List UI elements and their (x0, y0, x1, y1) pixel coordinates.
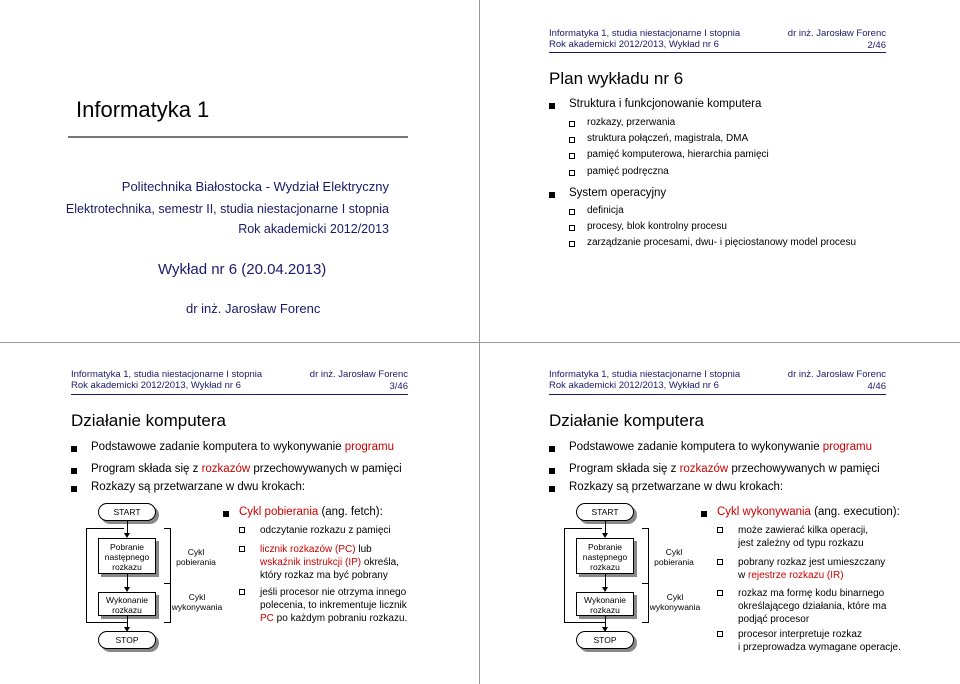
cycle-point-line (260, 524, 391, 537)
bullet-hollow-square (569, 170, 575, 176)
flow-box-text: następnego (104, 552, 150, 562)
flow-box-text: Wykonanie (106, 595, 148, 605)
slide-1-program: Elektrotechnika, semestr II, studia niestacjonarne I stopnia (65, 202, 389, 216)
flow-loop-line (564, 528, 565, 623)
slide-4-header (549, 369, 886, 395)
bullet-hollow-square (569, 137, 575, 143)
point-text: rozkaz ma formę kodu binarnego (738, 588, 885, 599)
flow-box-text: rozkazu (112, 605, 142, 615)
flow-loop-line (86, 528, 87, 623)
slide-1-year: Rok akademicki 2012/2013 (238, 222, 389, 236)
point-text: jest zależny od typu rozkazu (738, 538, 864, 549)
slide-3-title: Działanie komputera (71, 411, 226, 430)
bullet-square (223, 511, 229, 517)
cycle-suffix: (ang. fetch): (318, 506, 383, 518)
flow-bracket-line (164, 528, 171, 529)
cycle-point-line (260, 543, 372, 556)
flow-fetch-label (172, 547, 220, 567)
point-text: podjąć procesor (738, 614, 810, 625)
flow-bracket-line (642, 622, 649, 623)
bullet-hollow-square (717, 527, 723, 533)
flow-box-text: rozkazu (590, 562, 620, 572)
bullet-text: Program składa się z (569, 463, 680, 475)
header-year: Rok akademicki 2012/2013, Wykład nr 6 (71, 380, 241, 391)
bullet-hollow-square (239, 589, 245, 595)
flow-execute-box (576, 592, 634, 616)
flow-execute-label (169, 592, 225, 612)
bullet-hollow-square (717, 559, 723, 565)
flow-box-text: rozkazu (590, 605, 620, 615)
point-text: polecenia, to inkrementuje licznik (260, 600, 407, 611)
bullet-square (71, 446, 77, 452)
highlight-text: licznik rozkazów (PC) (260, 544, 356, 555)
bullet-hollow-square (569, 225, 575, 231)
cycle-point-line (738, 524, 868, 537)
page-number: 4/46 (867, 381, 886, 392)
flow-box-text: następnego (582, 552, 628, 562)
slide-1-university: Politechnika Białostocka - Wydział Elektryczny (121, 179, 389, 194)
cycle-heading (717, 506, 900, 518)
plan-subitem: pamięć komputerowa, hierarchia pamięci (587, 149, 769, 160)
flow-start: START (576, 503, 634, 521)
flow-bracket-line (164, 583, 171, 584)
highlight-text: wskaźnik instrukcji (IP) (260, 557, 362, 568)
point-text: który rozkaz ma być pobrany (260, 570, 388, 581)
bullet-hollow-square (239, 546, 245, 552)
header-author: dr inż. Jarosław Forenc (309, 369, 408, 380)
header-rule (549, 52, 886, 53)
bullet-square (549, 446, 555, 452)
point-text: po każdym pobraniu rozkazu. (273, 613, 408, 624)
cycle-heading (239, 506, 383, 518)
page-divider-horizontal (0, 342, 960, 343)
slide-4-title: Działanie komputera (549, 411, 704, 430)
flow-label-text: pobierania (654, 557, 694, 567)
point-text: lub (355, 544, 372, 555)
flow-arrow-line (127, 574, 128, 588)
plan-item: System operacyjny (569, 187, 667, 199)
bullet-highlight: rozkazów (679, 463, 729, 475)
bullet-hollow-square (569, 121, 575, 127)
flow-stop: STOP (98, 631, 156, 649)
bullet-program (91, 441, 394, 453)
bullet-text: przechowywanych w pamięci (250, 463, 402, 475)
header-year: Rok akademicki 2012/2013, Wykład nr 6 (549, 380, 719, 391)
flow-loop-line (86, 528, 124, 529)
bullet-square (549, 468, 555, 474)
slide-1-author: dr inż. Jarosław Forenc (186, 301, 321, 316)
bullet-square (549, 486, 555, 492)
point-text: określa, (361, 557, 399, 568)
header-rule (71, 394, 408, 395)
flow-label-text: Cykl (188, 592, 206, 602)
bullet-square (71, 486, 77, 492)
bullet-square (701, 511, 707, 517)
plan-subitem: definicja (587, 205, 624, 216)
header-course: Informatyka 1, studia niestacjonarne I stopnia (549, 369, 741, 380)
slide-2-title: Plan wykładu nr 6 (549, 69, 684, 88)
cycle-point-line (260, 599, 407, 612)
cycle-point-line (738, 587, 884, 600)
bullet-hollow-square (717, 631, 723, 637)
bullet-hollow-square (717, 590, 723, 596)
flow-start: START (98, 503, 156, 521)
cycle-point-line (260, 556, 399, 569)
flow-bracket-line (642, 528, 649, 529)
header-author: dr inż. Jarosław Forenc (787, 28, 886, 39)
bullet-square (71, 468, 77, 474)
bullet-highlight: rozkazów (201, 463, 251, 475)
point-text: określającego działania, które ma (738, 601, 887, 612)
page-number: 2/46 (867, 40, 886, 51)
bullet-program (569, 441, 872, 453)
point-text: może zawierać kilka operacji, (738, 525, 869, 536)
point-text: procesor interpretuje rozkaz (738, 629, 862, 640)
plan-subitem: struktura połączeń, magistrala, DMA (587, 133, 749, 144)
cycle-point-line (260, 569, 388, 582)
point-text: pobrany rozkaz jest umieszczany (738, 557, 886, 568)
cycle-point-line (738, 613, 809, 626)
point-text: i przeprowadza wymagane operacje. (738, 642, 901, 653)
flow-fetch-box (98, 538, 156, 574)
page-number: 3/46 (389, 381, 408, 392)
bullet-two-steps: Rozkazy są przetwarzane w dwu krokach: (569, 481, 784, 493)
cycle-point-line (738, 556, 885, 569)
bullet-square (549, 192, 555, 198)
flow-box-text: Wykonanie (584, 595, 626, 605)
bullet-instructions (569, 463, 880, 475)
flow-bracket-line (164, 622, 171, 623)
highlight-text: rejestrze rozkazu (IR) (748, 570, 844, 581)
cycle-name: Cykl wykonywania (717, 506, 811, 518)
page-divider-vertical (479, 0, 480, 684)
plan-subitem: rozkazy, przerwania (587, 117, 676, 128)
point-text: w (738, 570, 748, 581)
flow-arrow-line (605, 521, 606, 533)
flow-loop-line (564, 622, 605, 623)
flow-fetch-label (650, 547, 698, 567)
flow-loop-line (564, 528, 602, 529)
bullet-hollow-square (239, 527, 245, 533)
flow-label-text: wykonywania (171, 602, 223, 612)
cycle-point-line (738, 641, 901, 654)
bullet-text: Podstawowe zadanie komputera to wykonywanie (569, 441, 823, 453)
point-text: odczytanie rozkazu z pamięci (260, 525, 391, 536)
bullet-text: Program składa się z (91, 463, 202, 475)
slide-1-title-rule (68, 136, 408, 138)
bullet-square (549, 103, 555, 109)
bullet-two-steps: Rozkazy są przetwarzane w dwu krokach: (91, 481, 306, 493)
cycle-suffix: (ang. execution): (810, 506, 900, 518)
plan-item: Struktura i funkcjonowanie komputera (569, 98, 762, 110)
cycle-point-line (260, 612, 407, 625)
plan-subitem: procesy, blok kontrolny procesu (587, 221, 727, 232)
bullet-instructions (91, 463, 402, 475)
cycle-name: Cykl pobierania (239, 506, 319, 518)
header-year: Rok akademicki 2012/2013, Wykład nr 6 (549, 39, 719, 50)
flow-label-text: pobierania (176, 557, 216, 567)
flow-arrow-line (605, 574, 606, 588)
flow-loop-line (86, 622, 127, 623)
slide-2-header (549, 28, 886, 54)
flow-box-text: Pobranie (109, 542, 145, 552)
header-rule (549, 394, 886, 395)
flow-label-text: Cykl (666, 592, 684, 602)
flow-box-text: rozkazu (112, 562, 142, 572)
header-author: dr inż. Jarosław Forenc (787, 369, 886, 380)
plan-subitem: zarządzanie procesami, dwu- i pięciostanowy model procesu (587, 237, 857, 248)
cycle-point-line (738, 569, 844, 582)
cycle-point-line (738, 628, 862, 641)
flow-label-text: Cykl (665, 547, 683, 557)
bullet-text: Podstawowe zadanie komputera to wykonywanie (91, 441, 345, 453)
bullet-hollow-square (569, 209, 575, 215)
flow-label-text: Cykl (187, 547, 205, 557)
slide-1-lecture: Wykład nr 6 (20.04.2013) (158, 261, 327, 278)
flow-execute-box (98, 592, 156, 616)
flow-box-text: Pobranie (587, 542, 623, 552)
slide-3-header (71, 369, 408, 395)
flow-execute-label (647, 592, 703, 612)
cycle-point-line (738, 600, 886, 613)
bullet-text: przechowywanych w pamięci (728, 463, 880, 475)
point-text: jeśli procesor nie otrzyma innego (260, 587, 407, 598)
slide-1-title: Informatyka 1 (76, 97, 210, 122)
bullet-highlight: programu (344, 441, 394, 453)
cycle-point-line (260, 586, 406, 599)
cycle-point-line (738, 537, 864, 550)
highlight-text: PC (260, 613, 274, 624)
bullet-highlight: programu (822, 441, 872, 453)
flow-arrow-line (127, 521, 128, 533)
flow-stop: STOP (576, 631, 634, 649)
flow-fetch-box (576, 538, 634, 574)
flow-label-text: wykonywania (649, 602, 701, 612)
header-course: Informatyka 1, studia niestacjonarne I stopnia (549, 28, 741, 39)
flow-bracket-line (642, 583, 649, 584)
header-course: Informatyka 1, studia niestacjonarne I stopnia (71, 369, 263, 380)
bullet-hollow-square (569, 153, 575, 159)
bullet-hollow-square (569, 241, 575, 247)
plan-subitem: pamięć podręczna (587, 166, 669, 177)
